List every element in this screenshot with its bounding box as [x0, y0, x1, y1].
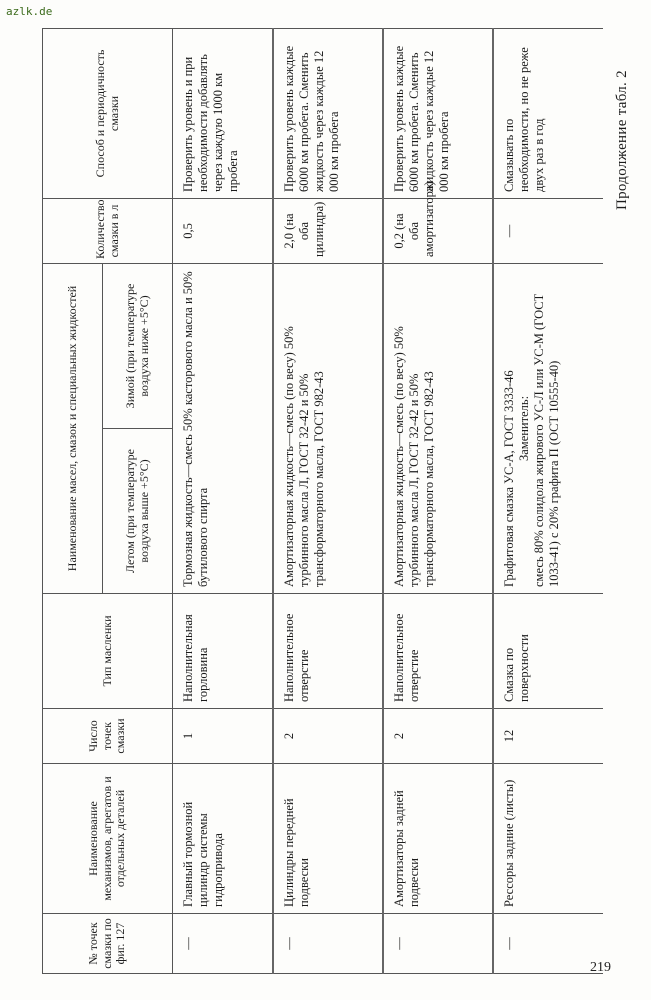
row-point-number: —: [273, 914, 383, 974]
lubricant-substitute: смесь 80% солидола жирового УС-Л или УС-М (ГОСТ 1033-41) с 20% графита П (ОСТ 10555-40): [531, 293, 561, 587]
row-point-number: —: [493, 914, 603, 974]
row-quantity: —: [493, 198, 603, 263]
row-oiler-type: Наполнительная горловина: [173, 594, 273, 709]
header-points-count: Число точек смазки: [43, 709, 173, 764]
row-points-count: 2: [383, 709, 493, 764]
row-oiler-type: Наполнительное отверстие: [273, 594, 383, 709]
lubricant-main: Графитовая смазка УС-А, ГОСТ 3333-46: [501, 370, 516, 587]
table-row: [273, 28, 383, 973]
row-point-number: —: [383, 914, 493, 974]
table-row: [173, 28, 273, 973]
header-point-number: № точек смазки по фиг. 127: [43, 914, 173, 974]
header-method: Способ и периодичность смазки: [43, 28, 173, 198]
header-oiler-type: Тип масленки: [43, 594, 173, 709]
page-number: 219: [590, 960, 611, 975]
rotated-page-body: [37, 20, 637, 980]
row-method: Смазывать по необходимости, но не реже двух раз в год: [493, 28, 603, 198]
table-row: [383, 28, 493, 973]
header-winter: Зимой (при температуре воздуха ниже +5°С): [103, 263, 173, 428]
table-continuation-title: Продолжение табл. 2: [614, 70, 630, 210]
row-quantity: 0,5: [173, 198, 273, 263]
row-points-count: 2: [273, 709, 383, 764]
row-lubricant: Амортизаторная жидкость—смесь (по весу) 50% турбинного масла Л, ГОСТ 32-42 и 50% трансформаторного масла, ГОСТ 982-43: [383, 263, 493, 593]
row-oiler-type: Наполнительное отверстие: [383, 594, 493, 709]
row-method: Проверить уровень и при необходимости добавлять через каждую 1000 км пробега: [173, 28, 273, 198]
row-mechanism-name: Рессоры задние (листы): [493, 764, 603, 914]
row-mechanism-name: Цилиндры передней подвески: [273, 764, 383, 914]
row-mechanism-name: Главный тормозной цилиндр системы гидропривода: [173, 764, 273, 914]
lubricant-substitute-title: Заменитель:: [516, 395, 531, 462]
site-watermark[interactable]: azlk.de: [6, 5, 53, 18]
row-lubricant: Тормозная жидкость—смесь 50% касторового масла и 50% бутилового спирта: [173, 263, 273, 593]
row-quantity: 2,0 (на оба цилиндра): [273, 198, 383, 263]
header-lubricant-group: Наименование масел, смазок и специальных жидкостей: [43, 263, 103, 593]
row-quantity: 0,2 (на оба амортизатора): [383, 198, 493, 263]
row-lubricant: [493, 263, 603, 593]
row-points-count: 1: [173, 709, 273, 764]
row-method: Проверить уровень каждые 6000 км пробега. Сменить жидкость через каждые 12 000 км пробега: [273, 28, 383, 198]
row-method: Проверить уровень каждые 6000 км пробега. Сменить жидкость через каждые 12 000 км пробега: [383, 28, 493, 198]
row-oiler-type: Смазка по поверхности: [493, 594, 603, 709]
header-quantity: Количество смазки в л: [43, 198, 173, 263]
table-row: [493, 28, 603, 973]
row-point-number: —: [173, 914, 273, 974]
lubrication-table: [42, 28, 603, 974]
header-summer: Летом (при температуре воздуха выше +5°С): [103, 429, 173, 594]
header-mechanism-name: Наименование механизмов, агрегатов и отдельных деталей: [43, 764, 173, 914]
row-mechanism-name: Амортизаторы задней подвески: [383, 764, 493, 914]
row-lubricant: Амортизаторная жидкость—смесь (по весу) 50% турбинного масла Л, ГОСТ 32-42 и 50% трансформаторного масла, ГОСТ 982-43: [273, 263, 383, 593]
row-points-count: 12: [493, 709, 603, 764]
